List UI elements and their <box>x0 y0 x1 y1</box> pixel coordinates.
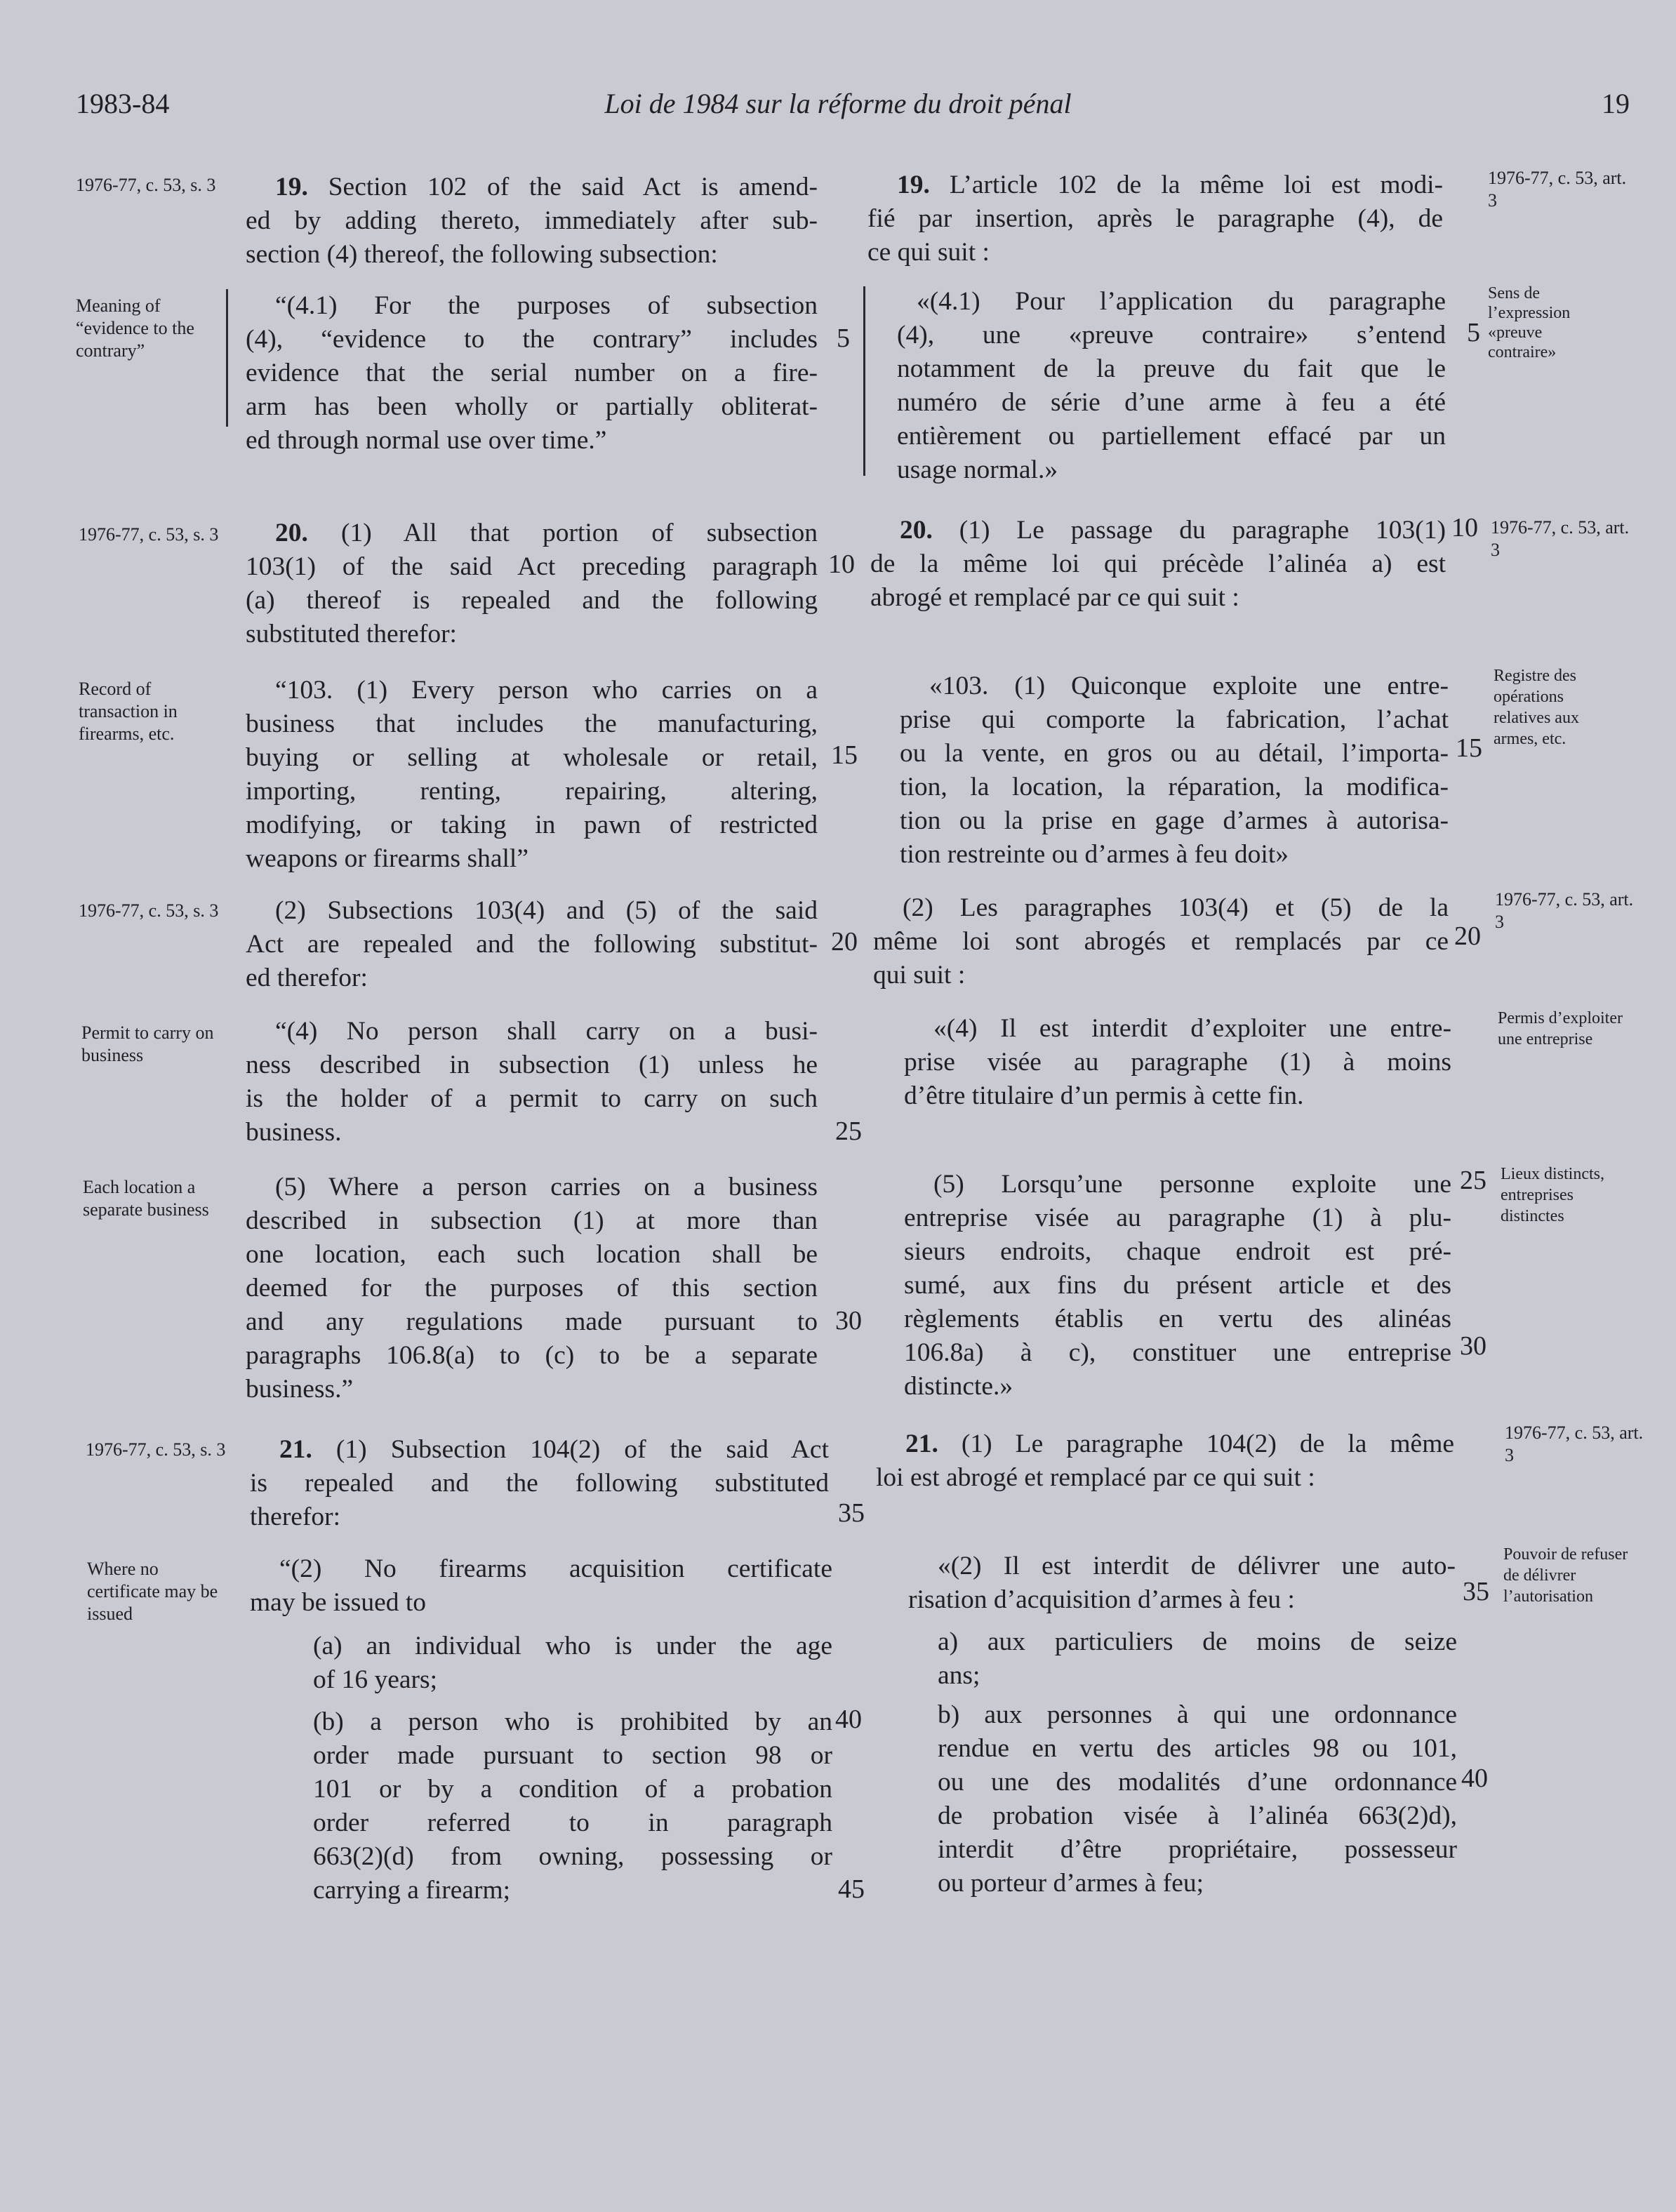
text-line: (b) a person who is prohibited by an <box>313 1707 832 1736</box>
text-line: ed therefor: <box>246 964 368 992</box>
margin-note-citation: 1976-77, c. 53, art. 3 <box>1495 889 1634 932</box>
fr-subsection-4-1 <box>897 285 1446 487</box>
text-line: may be issued to <box>250 1588 427 1617</box>
line-number: 35 <box>1463 1577 1489 1606</box>
en-paragraph-b <box>313 1705 832 1907</box>
section-number: 20. <box>900 516 933 545</box>
fr-section-20-2 <box>873 891 1449 992</box>
text-line: of 16 years; <box>313 1665 438 1694</box>
line-number: 40 <box>1461 1764 1488 1793</box>
margin-note-heading: Lieux distincts, entreprises distinctes <box>1501 1165 1604 1225</box>
line-number: 15 <box>831 740 858 770</box>
text-line: Act are repealed and the following substitut- <box>246 930 818 959</box>
fr-subsection-4 <box>904 1012 1451 1113</box>
line-number: 15 <box>1456 733 1482 763</box>
text-line: described in subsection (1) at more than <box>246 1206 818 1235</box>
margin-note-citation: 1976-77, c. 53, art. 3 <box>1491 517 1630 560</box>
margin-note-heading: Meaning of “evidence to the contrary” <box>76 295 194 361</box>
en-subsection-5 <box>246 1171 818 1406</box>
text-line: risation d’acquisition d’armes à feu : <box>908 1585 1295 1614</box>
section-number: 19. <box>897 171 930 199</box>
fr-paragraph-b <box>938 1698 1457 1900</box>
text-line: and any regulations made pursuant to <box>246 1307 818 1336</box>
en-section-20-1 <box>246 517 818 651</box>
text-line: (1) Subsection 104(2) of the said Act <box>335 1435 829 1464</box>
en-section-21-1 <box>250 1433 829 1534</box>
text-line: b) aux personnes à qui une ordonnance <box>938 1700 1457 1729</box>
text-line: “(4) No person shall carry on a busi- <box>275 1017 818 1046</box>
text-line: paragraphs 106.8(a) to (c) to be a separate <box>246 1341 818 1370</box>
text-line: arm has been wholly or partially obliterat- <box>246 392 818 421</box>
line-number: 20 <box>1454 921 1481 951</box>
text-line: tion ou la prise en gage d’armes à autorisa- <box>900 806 1449 835</box>
line-number: 25 <box>835 1117 862 1146</box>
text-line: tion, la location, la réparation, la modifica- <box>900 773 1449 801</box>
text-line: fié par insertion, après le paragraphe (4), de <box>867 204 1443 233</box>
text-line: prise qui comporte la fabrication, l’achat <box>900 705 1449 734</box>
line-number: 30 <box>1460 1331 1487 1361</box>
fr-section-103-1 <box>900 669 1449 872</box>
text-line: «103. (1) Quiconque exploite une entre- <box>929 672 1449 700</box>
fr-paragraph-a <box>938 1625 1457 1693</box>
margin-note-heading: Pouvoir de refuser de délivrer l’autorisation <box>1503 1545 1628 1606</box>
margin-note-heading: Record of transaction in firearms, etc. <box>79 679 178 744</box>
text-line: buying or selling at wholesale or retail, <box>246 743 818 772</box>
text-line: is repealed and the following substituted <box>250 1469 829 1498</box>
section-number: 21. <box>279 1435 312 1464</box>
line-number: 35 <box>838 1498 865 1528</box>
text-line: (1) Le passage du paragraphe 103(1) <box>959 516 1446 545</box>
amendment-bar <box>863 286 865 476</box>
page-number: 19 <box>1602 88 1630 119</box>
text-line: evidence that the serial number on a fire- <box>246 359 818 387</box>
text-line: ce qui suit : <box>867 238 990 267</box>
text-line: (1) Le paragraphe 104(2) de la même <box>961 1430 1455 1458</box>
en-subsection-4 <box>246 1015 818 1150</box>
margin-note-citation: 1976-77, c. 53, art. 3 <box>1488 168 1627 211</box>
margin-note-citation: 1976-77, c. 53, art. 3 <box>1505 1423 1644 1465</box>
text-line: d’être titulaire d’un permis à cette fin. <box>904 1081 1304 1110</box>
margin-note-citation: 1976-77, c. 53, s. 3 <box>76 175 216 195</box>
text-line: a) aux particuliers de moins de seize <box>938 1627 1457 1656</box>
line-number: 45 <box>838 1874 865 1904</box>
text-line: 101 or by a condition of a probation <box>313 1775 832 1804</box>
text-line: Section 102 of the said Act is amend- <box>328 173 818 201</box>
section-number: 20. <box>275 519 308 547</box>
text-line: 663(2)(d) from owning, possessing or <box>313 1842 832 1871</box>
text-line: 106.8a) à c), constituer une entreprise <box>904 1338 1451 1367</box>
text-line: «(4) Il est interdit d’exploiter une entre- <box>933 1014 1451 1043</box>
text-line: (2) Les paragraphes 103(4) et (5) de la <box>903 893 1449 922</box>
text-line: ou la vente, en gros ou au détail, l’importa- <box>900 739 1449 768</box>
margin-note-heading: Permit to carry on business <box>81 1022 214 1065</box>
margin-note-citation: 1976-77, c. 53, s. 3 <box>79 900 219 921</box>
text-line: numéro de série d’une arme à feu a été <box>897 388 1446 417</box>
fr-subsection-5 <box>904 1168 1451 1404</box>
text-line: business that includes the manufacturing, <box>246 709 818 738</box>
text-line: (4), une «preuve contraire» s’entend <box>897 321 1446 349</box>
text-line: même loi sont abrogés et remplacés par ce <box>873 927 1449 956</box>
text-line: de la même loi qui précède l’alinéa a) est <box>870 549 1446 578</box>
en-section-103-1 <box>246 674 818 876</box>
text-line: sieurs endroits, chaque endroit est pré- <box>904 1237 1451 1266</box>
margin-note-citation: 1976-77, c. 53, s. 3 <box>79 524 219 545</box>
margin-note-heading: Permis d’exploiter une entreprise <box>1498 1009 1623 1048</box>
section-number: 21. <box>905 1430 938 1458</box>
text-line: «(2) Il est interdit de délivrer une auto- <box>938 1552 1456 1580</box>
en-section-19 <box>246 171 818 272</box>
text-line: L’article 102 de la même loi est modi- <box>949 171 1444 199</box>
text-line: notamment de la preuve du fait que le <box>897 354 1446 383</box>
text-line: «(4.1) Pour l’application du paragraphe <box>917 287 1446 316</box>
fr-section-19 <box>867 168 1443 269</box>
text-line: règlements établis en vertu des alinéas <box>904 1305 1451 1333</box>
text-line: ed through normal use over time.” <box>246 426 607 455</box>
margin-note-heading: Sens de l’expression «preuve contraire» <box>1488 284 1571 361</box>
text-line: interdit d’être propriétaire, possesseur <box>938 1835 1457 1864</box>
text-line: 103(1) of the said Act preceding paragraph <box>246 552 818 581</box>
fr-subsection-2 <box>908 1550 1456 1617</box>
text-line: order made pursuant to section 98 or <box>313 1741 832 1770</box>
margin-note-heading: Each location a separate business <box>83 1177 209 1220</box>
text-line: (1) All that portion of subsection <box>340 519 818 547</box>
en-subsection-4-1 <box>246 289 818 458</box>
amendment-bar <box>226 289 228 427</box>
text-line: prise visée au paragraphe (1) à moins <box>904 1048 1451 1077</box>
text-line: (a) an individual who is under the age <box>313 1632 832 1660</box>
text-line: (4), “evidence to the contrary” includes <box>246 325 818 354</box>
text-line: ness described in subsection (1) unless he <box>246 1051 818 1079</box>
text-line: (a) thereof is repealed and the following <box>246 586 818 615</box>
text-line: business. <box>246 1118 342 1147</box>
text-line: rendue en vertu des articles 98 ou 101, <box>938 1734 1457 1763</box>
text-line: ou porteur d’armes à feu; <box>938 1869 1204 1898</box>
section-number: 19. <box>275 173 308 201</box>
text-line: business.” <box>246 1375 354 1404</box>
margin-note-heading: Where no certificate may be issued <box>87 1559 218 1624</box>
text-line: “103. (1) Every person who carries on a <box>275 676 818 705</box>
en-paragraph-a <box>313 1630 832 1697</box>
margin-note-heading: Registre des opérations relatives aux armes, etc. <box>1494 667 1579 748</box>
text-line: deemed for the purposes of this section <box>246 1274 818 1302</box>
text-line: (5) Where a person carries on a business <box>275 1173 818 1201</box>
text-line: (2) Subsections 103(4) and (5) of the said <box>275 896 818 925</box>
line-number: 10 <box>828 549 855 579</box>
text-line: therefor: <box>250 1503 341 1531</box>
line-number: 10 <box>1451 513 1478 542</box>
text-line: section (4) thereof, the following subsection: <box>246 240 718 269</box>
text-line: ed by adding thereto, immediately after sub- <box>246 206 818 235</box>
text-line: weapons or firearms shall” <box>246 844 528 873</box>
line-number: 30 <box>835 1306 862 1335</box>
text-line: importing, renting, repairing, altering, <box>246 777 818 806</box>
session-year: 1983-84 <box>76 88 170 119</box>
en-section-20-2 <box>246 894 818 995</box>
fr-section-20-1 <box>870 514 1446 615</box>
text-line: distincte.» <box>904 1372 1013 1401</box>
text-line: entièrement ou partiellement effacé par un <box>897 422 1446 451</box>
text-line: is the holder of a permit to carry on such <box>246 1084 818 1113</box>
text-line: (5) Lorsqu’une personne exploite une <box>933 1170 1451 1199</box>
text-line: loi est abrogé et remplacé par ce qui suit : <box>876 1463 1315 1492</box>
text-line: tion restreinte ou d’armes à feu doit» <box>900 840 1289 869</box>
text-line: one location, each such location shall be <box>246 1240 818 1269</box>
text-line: abrogé et remplacé par ce qui suit : <box>870 583 1239 612</box>
text-line: order referred to in paragraph <box>313 1808 832 1837</box>
line-number: 25 <box>1460 1166 1487 1195</box>
text-line: ans; <box>938 1661 980 1690</box>
margin-note-citation: 1976-77, c. 53, s. 3 <box>86 1439 226 1460</box>
line-number: 40 <box>835 1705 862 1734</box>
line-number: 20 <box>831 927 858 957</box>
text-line: usage normal.» <box>897 455 1058 484</box>
line-number: 5 <box>837 324 850 353</box>
fr-section-21-1 <box>876 1427 1454 1495</box>
text-line: sumé, aux fins du présent article et des <box>904 1271 1451 1300</box>
en-subsection-2 <box>250 1552 832 1620</box>
page-title: Loi de 1984 sur la réforme du droit pénal <box>604 88 1072 119</box>
text-line: “(4.1) For the purposes of subsection <box>275 291 818 320</box>
text-line: substituted therefor: <box>246 620 457 648</box>
line-number: 5 <box>1467 318 1480 347</box>
text-line: de probation visée à l’alinéa 663(2)d), <box>938 1801 1457 1830</box>
text-line: carrying a firearm; <box>313 1876 511 1905</box>
text-line: entreprise visée au paragraphe (1) à plu- <box>904 1204 1451 1232</box>
text-line: qui suit : <box>873 961 966 990</box>
text-line: modifying, or taking in pawn of restricted <box>246 811 818 839</box>
text-line: ou une des modalités d’une ordonnance <box>938 1768 1457 1797</box>
text-line: “(2) No firearms acquisition certificate <box>279 1554 832 1583</box>
